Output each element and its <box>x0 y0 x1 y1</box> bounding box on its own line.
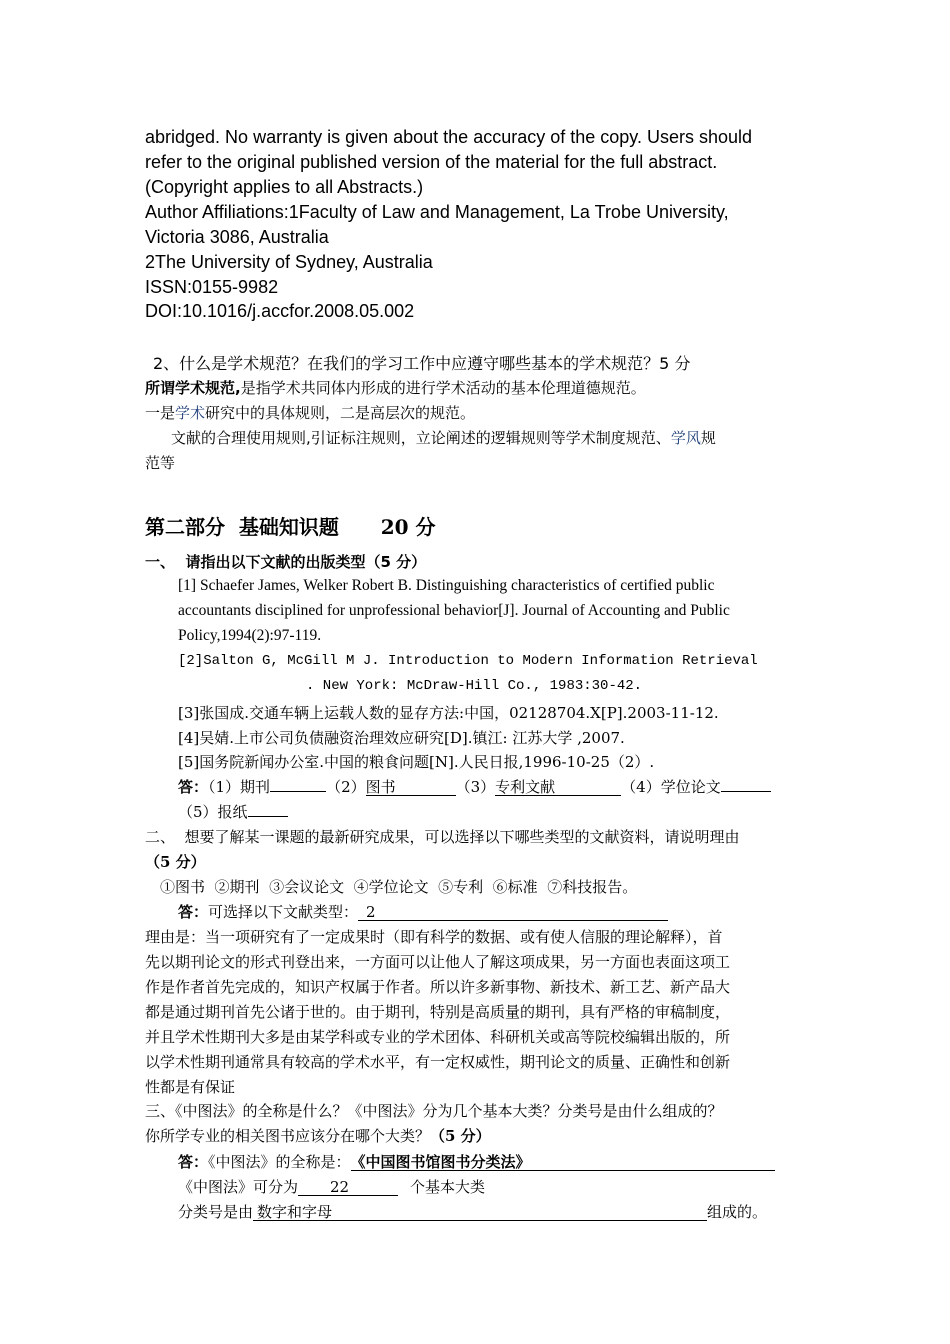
reason-line: 理由是：当一项研究有了一定成果时（即有科学的数据、或有使人信服的理论解释），首 <box>145 928 723 946</box>
reference-2: [2]Salton G, McGill M J. Introduction to Modern Information Retrieval <box>178 653 758 669</box>
answer-text: 分类号是由 <box>178 1203 254 1221</box>
question-2-answer-line <box>145 402 475 423</box>
answer-blank[interactable] <box>248 816 288 817</box>
section-1-answer <box>178 776 771 797</box>
answer-blank[interactable] <box>270 791 326 792</box>
answer-text: 《中图法》可分为 <box>178 1178 299 1196</box>
reference-3: [3]张国成.交通车辆上运载人数的显存方法:中国，02128704.X[P].2003-11-12. <box>178 704 719 722</box>
academic-link[interactable]: 学术 <box>175 404 206 422</box>
answer-item: （2） <box>326 778 366 796</box>
answer-item: （3） <box>455 778 496 796</box>
answer-item: （1）期刊 <box>208 778 271 796</box>
answer-text: 规 <box>700 429 716 447</box>
answer-blank[interactable] <box>298 1180 398 1196</box>
section-3-answer <box>178 1176 485 1197</box>
section-1-answer <box>178 801 288 822</box>
reference-1: Policy,1994(2):97-119. <box>178 627 322 644</box>
answer-blank[interactable] <box>358 905 668 921</box>
answer-blank[interactable] <box>253 1205 707 1221</box>
answer-blank[interactable] <box>351 1155 775 1171</box>
section-3-title: 三、《中图法》的全称是什么？《中图法》分为几个基本大类？分类号是由什么组成的？ <box>145 1102 723 1120</box>
question-2-title: 2、什么是学术规范？在我们的学习工作中应遵守哪些基本的学术规范？5 分 <box>153 354 691 373</box>
reason-line: 以学术性期刊通常具有较高的学术水平，有一定权威性，期刊论文的质量、正确性和创新 <box>145 1053 731 1071</box>
answer-text: 的合理使用规则, <box>201 429 311 447</box>
answer-label: 答： <box>178 778 209 796</box>
abstract-line: Victoria 3086, Australia <box>145 227 329 247</box>
answer-text: 组成的。 <box>707 1203 768 1221</box>
answer-blank[interactable] <box>721 791 771 792</box>
answer-label: 答： <box>178 903 209 921</box>
doi: DOI:10.1016/j.accfor.2008.05.002 <box>145 301 415 321</box>
answer-bold: 所谓学术规范, <box>145 379 241 397</box>
answer-value: 数字和字母 <box>257 1203 333 1221</box>
answer-value: 《中国图书馆图书分类法》 <box>350 1153 531 1171</box>
section-2-title: 二、 想要了解某一课题的最新研究成果，可以选择以下哪些类型的文献资料，请说明理由 <box>145 828 740 846</box>
reference-5: [5]国务院新闻办公室.中国的粮食问题[N].人民日报,1996-10-25（2）. <box>178 753 655 771</box>
issn: ISSN:0155-9982 <box>145 277 279 297</box>
answer-item: （4）学位论文 <box>621 778 721 796</box>
question-2-answer-line: 范等 <box>145 454 176 472</box>
academic-style-link[interactable]: 学风 <box>670 429 701 447</box>
answer-text: 文献 <box>171 429 202 447</box>
answer-text: 可选择以下文献类型： <box>208 903 359 921</box>
answer-value: 图书 <box>365 778 396 796</box>
reason-line: 都是通过期刊首先公诸于世的。由于期刊，特别是高质量的期刊，具有严格的审稿制度， <box>145 1003 731 1021</box>
abstract-line: abridged. No warranty is given about the accuracy of the copy. Users should <box>145 127 752 147</box>
part-2-heading: 第二部分 基础知识题 20 分 <box>145 515 436 539</box>
section-3-title <box>145 1125 491 1146</box>
answer-text: 一是 <box>145 404 176 422</box>
reason-line: 并且学术性期刊大多是由某学科或专业的学术团体、科研机关或高等院校编辑出版的，所 <box>145 1028 731 1046</box>
reason-line: 作是作者首先完成的，知识产权属于作者。所以许多新事物、新技术、新工艺、新产品大 <box>145 978 731 996</box>
abstract-line: 2The University of Sydney, Australia <box>145 252 433 272</box>
answer-value: 22 <box>330 1178 350 1196</box>
reference-2: . New York: McDraw-Hill Co., 1983:30-42. <box>306 678 643 694</box>
answer-text: 引证标注规则，立论阐述的逻辑规则等学术制度规范、 <box>310 429 671 447</box>
section-2-title: （5 分） <box>145 853 206 871</box>
reference-4: [4]吴婧.上市公司负债融资治理效应研究[D].镇江: 江苏大学 ,2007. <box>178 729 625 747</box>
answer-item: （5）报纸 <box>178 803 248 821</box>
answer-text: 研究中的具体规则，二是高层次的规 <box>205 404 446 422</box>
abstract-line: (Copyright applies to all Abstracts.) <box>145 177 424 197</box>
answer-text: 《中图法》的全称是： <box>208 1153 351 1171</box>
document-type-options: ①图书 ②期刊 ③会议论文 ④学位论文 ⑤专利 ⑥标准 ⑦科技报告。 <box>160 878 638 896</box>
section-3-title-text: 你所学专业的相关图书应该分在哪个大类？ <box>145 1127 431 1145</box>
answer-blank[interactable] <box>366 780 456 796</box>
answer-blank[interactable] <box>495 780 621 796</box>
author-affiliations: Author Affiliations:1Faculty of Law and Management, La Trobe University, <box>145 202 729 222</box>
section-2-answer <box>178 901 668 922</box>
reference-1: [1] Schaefer James, Welker Robert B. Distinguishing characteristics of certified public <box>178 577 715 594</box>
question-2-answer-line <box>171 427 716 448</box>
answer-label: 答： <box>178 1153 209 1171</box>
abstract-line: refer to the original published version of the material for the full abstract. <box>145 152 718 172</box>
section-3-answer <box>178 1201 767 1222</box>
section-3-points: （5 分） <box>430 1127 491 1145</box>
answer-text: 范。 <box>445 404 476 422</box>
answer-text: 是指学术共同体内形成的进行学术活动的基本伦理道德规范。 <box>240 379 646 397</box>
section-1-title: 一、 请指出以下文献的出版类型（5 分） <box>145 553 427 571</box>
answer-value: 专利文献 <box>495 778 556 796</box>
answer-value: 2 <box>366 903 376 921</box>
reason-line: 先以期刊论文的形式刊登出来，一方面可以让他人了解这项成果，另一方面也表面这项工 <box>145 953 731 971</box>
section-3-answer <box>178 1151 775 1172</box>
answer-text: 个基本大类 <box>410 1178 486 1196</box>
reference-1: accountants disciplined for unprofessional behavior[J]. Journal of Accounting and Public <box>178 602 730 619</box>
reason-line: 性都是有保证 <box>145 1078 236 1096</box>
question-2-answer-line <box>145 377 646 398</box>
